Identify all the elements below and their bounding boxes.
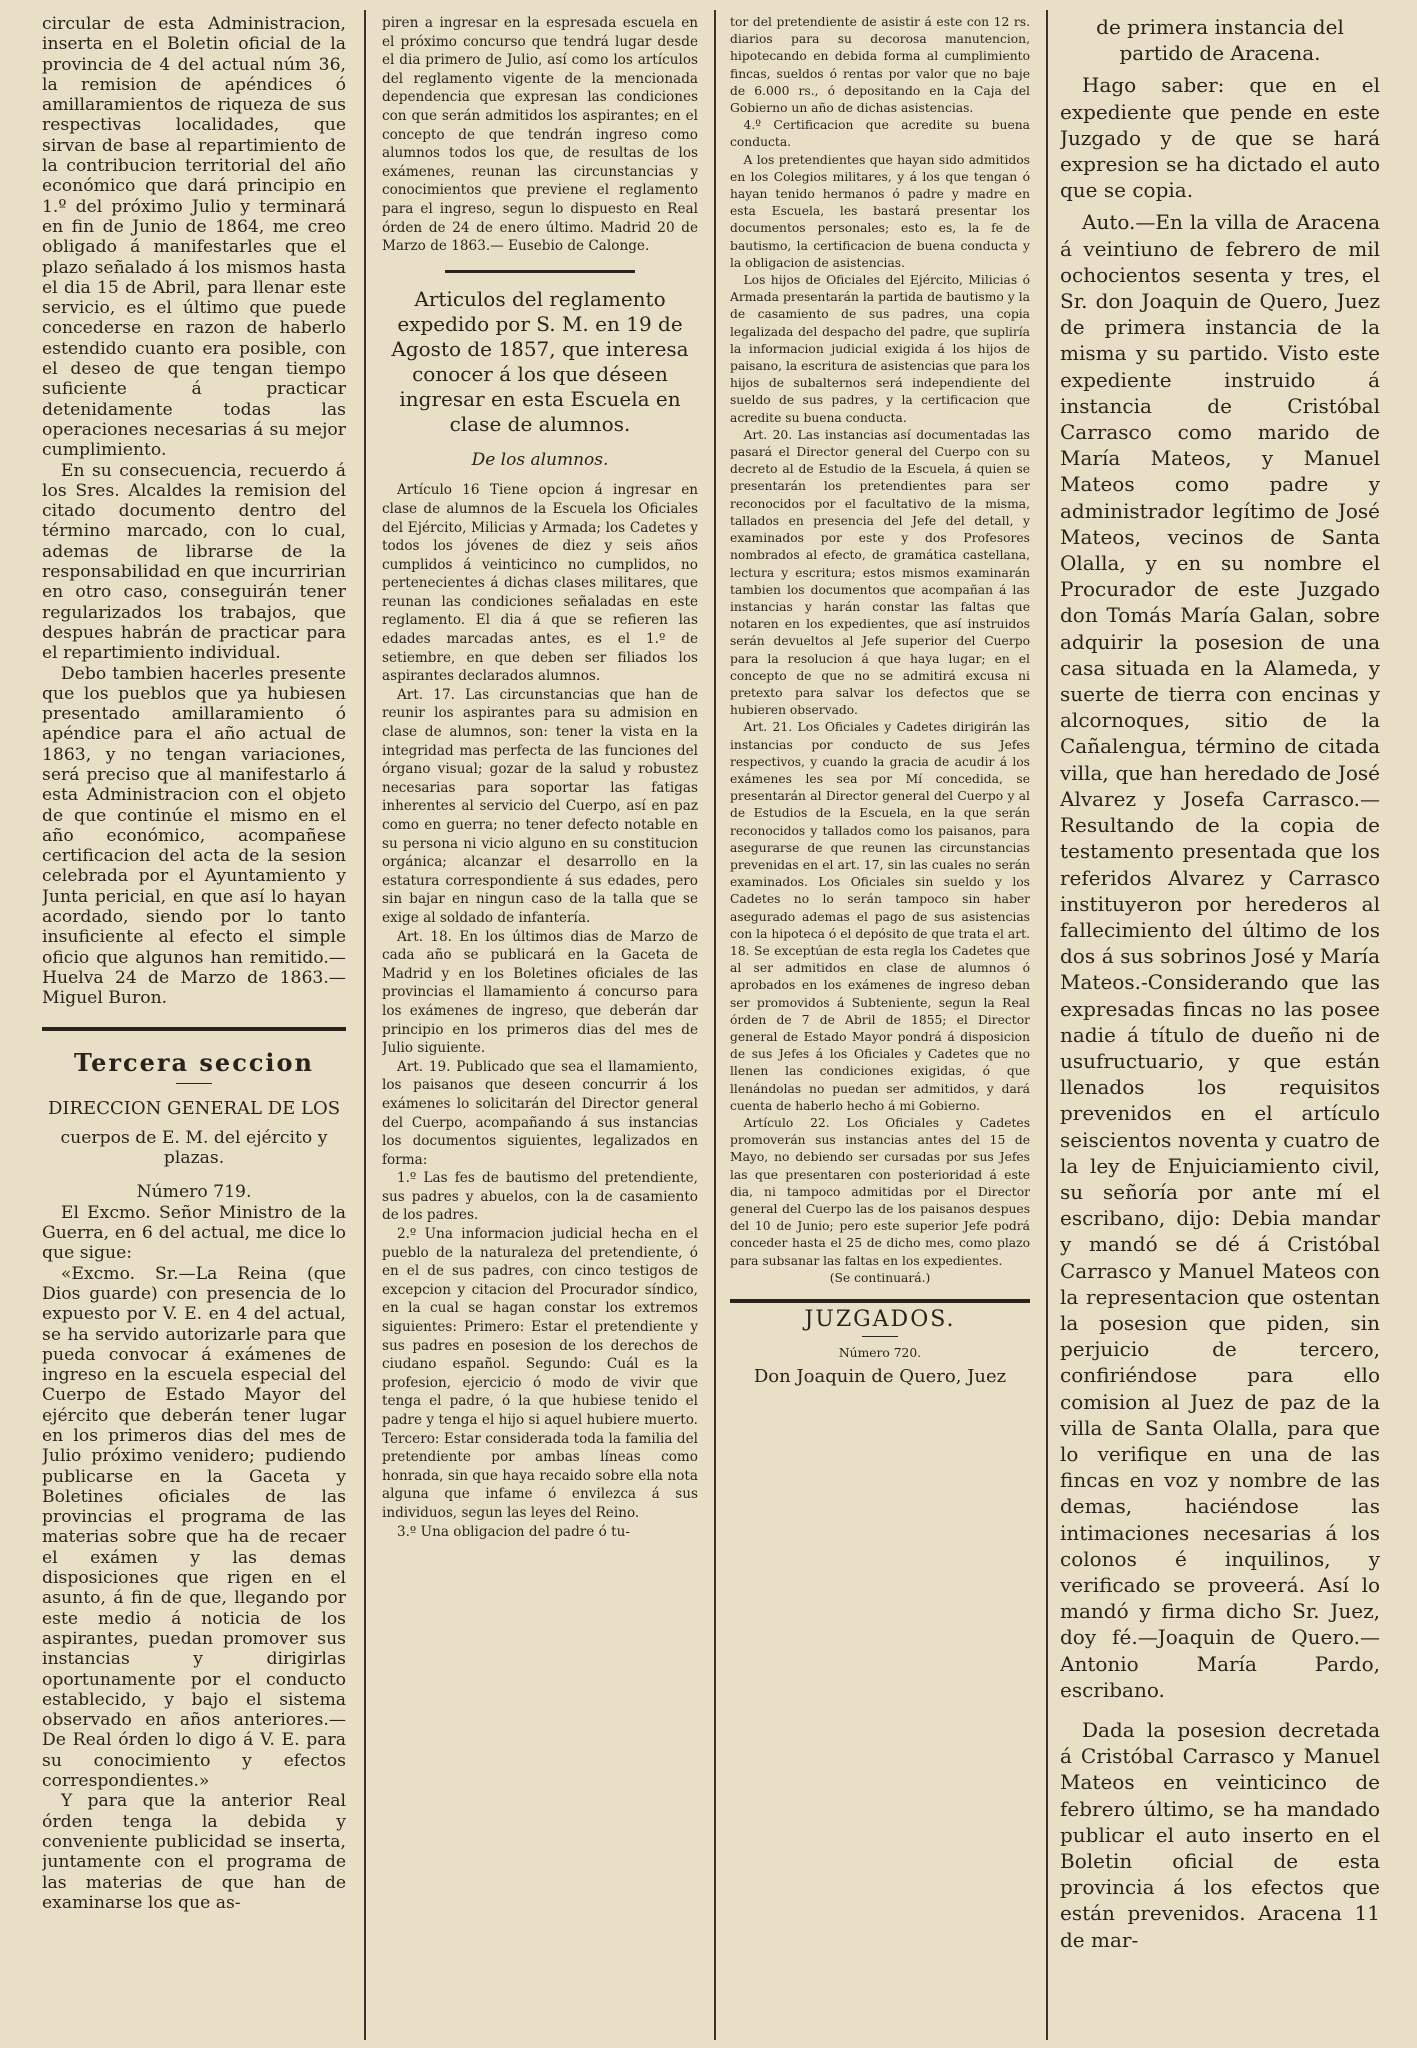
section-rule	[42, 1027, 346, 1031]
article-17: Art. 17. Las circunstancias que han de reunir los aspirantes para su admision en clase de alumnos, son: tener la vista en la integridad mas perfecta de las funciones del órgano visual; gozar de la salud y robustez necesarias para soportar las fatigas inherentes al servicio del Cuerpo, así en paz como en guerra; no tener defecto notable en su persona ni vicio alguno en su constitucion orgánica; alcanzar el desarrollo en la estatura correspondiente á sus edades, pero sin bajar en ningun caso de la talla que se exige al soldado de infantería.	[382, 686, 698, 926]
paragraph: A los pretendientes que hayan sido admitidos en los Colegios militares, y á los que tengan ó hayan tenido hermanos ó padre y madre en esta Escuela, les bastará presentar los documentos personales; esto es, la fe de bautismo, la certificacion de buena conducta y la obligacion de asistencias.	[730, 152, 1030, 270]
subheading: De los alumnos.	[471, 449, 609, 470]
short-rule	[176, 1083, 212, 1084]
paragraph: tor del pretendiente de asistir á este con 12 rs. diarios para su decorosa manutencion, hipotecando en debida forma al cumplimiento fincas, sueldos ó rentas por valor que no baje de 6.000 rs., ó depositando en la Caja del Gobierno un año de dichas asistencias.	[730, 15, 1030, 116]
paragraph: circular de esta Administracion, inserta en el Boletin oficial de la provincia de 4 del actual núm 36, la remision de apéndices ó amillaramientos de riqueza de sus respectivas localidades, que sirvan de base al repartimiento de la contribucion territorial del año económico que dará principio en 1.º del próximo Julio y terminará en fin de Junio de 1864, me creo obligado á manifestarles que el plazo señalado á los mismos hasta el dia 15 de Abril, para llenar este servicio, es el último que puede concederse en razon de haberlo estendido cuanto era posible, con el deseo de que tengan tiempo suficiente á practicar detenidamente todas las operaciones necesarias á su mejor cumplimiento.	[42, 14, 346, 461]
paragraph: piren a ingresar en la espresada escuela en el próximo concurso que tendrá lugar desde el dia primero de Julio, así como los artículos del reglamento vigente de la mencionada dependencia que expresan las condiciones con que serán admitidos los aspirantes; en el concepto de que tendrán ingreso como alumnos todos los que, de resultas de los exámenes, reunan las circunstancias y conocimientos que previene el reglamento para el ingreso, segun lo dispuesto en Real órden de 24 de enero último. Madrid 20 de Marzo de 1863.— Eusebio de Calonge.	[382, 15, 698, 255]
paragraph: Dada la posesion decretada á Cristóbal Carrasco y Manuel Mateos en veinticinco de febrero último, se ha mandado publicar el auto inserto en el Boletin oficial de esta provincia á los efectos que están prevenidos. Aracena 11 de mar-	[1060, 1718, 1380, 1952]
document-number: Número 720.	[838, 1346, 922, 1361]
list-item: 4.º Certificacion que acredite su buena conducta.	[730, 118, 1030, 150]
paragraph: Los hijos de Oficiales del Ejército, Milicias ó Armada presentarán la partida de bautismo y la de casamiento de sus padres, una copia legalizada del despacho del padre, que supliría la informacion judicial exigida á los hijos de paisano, la escritura de asistencias que para los hijos de subalternos será independiente del sueldo de sus padres, y la certificacion que acredite su buena conducta.	[730, 273, 1030, 425]
paragraph: En su consecuencia, recuerdo á los Sres. Alcaldes la remision del citado documento dentro del término marcado, con lo cual, ademas de librarse de la responsabilidad en que incurririan en otro caso, conseguirán tener regularizados los trabajos, que despues habrán de practicar para el repartimiento individual.	[42, 460, 346, 664]
paragraph: El Excmo. Señor Ministro de la Guerra, en 6 del actual, me dice lo que sigue:	[42, 1202, 346, 1264]
list-item: 3.º Una obligacion del padre ó tu-	[396, 1523, 630, 1540]
paragraph: Auto.—En la villa de Aracena á veintiuno de febrero de mil ochocientos sesenta y tres, el Sr. don Joaquin de Quero, Juez de primera instancia de la misma y su partido. Visto este expediente instruido á instancia de Cristóbal Carrasco como marido de María Mateos, y Manuel Mateos como padre y administrador legítimo de José Mateos, vecinos de Santa Olalla, y en su nombre el Procurador de este Juzgado don Tomás María Galan, sobre adquirir la posesion de una casa situada en la Alameda, y suerte de tierra con encinas y alcornoques, sitio de la Cañalengua, término de citada villa, que han heredado de José Alvarez y Josefa Carrasco.—Resultando de la copia de testamento presentada que los referidos Alvarez y Carrasco instituyeron por herederos al fallecimiento del último de los dos á sus sobrinos José y María Mateos.-Considerando que las expresadas fincas no las posee nadie á título de dueño ni de usufructuario, y que están llenados los requisitos prevenidos en el artículo seiscientos noventa y cuatro de la ley de Enjuiciamiento civil, su señoría por ante mí el escribano, dijo: Debia mandar y mandó se dé á Cristóbal Carrasco y Manuel Mateos con la representacion que ostentan la posesion que piden, sin perjuicio de tercero, confiriéndose para ello comision al Juez de paz de la villa de Santa Olalla, para que lo verifique en una de las fincas en voz y nombre de las demas, haciéndose las intimaciones necesarias á los colonos é inquilinos, y verificado se proveerá. Así lo mandó y firma dicho Sr. Juez, doy fé.—Joaquin de Quero.—Antonio María Pardo, escribano.	[1060, 210, 1380, 1702]
column-divider	[1046, 10, 1048, 2040]
paragraph: Debo tambien hacerles presente que los pueblos que ya hubiesen presentado amillaramiento ó apéndice para el año actual de 1863, y no tengan variaciones, será preciso que al manifestarlo á esta Administracion con el objeto de que continúe el mismo en el año económico, acompañese certificacion del acta de la sesion celebrada por el Ayuntamiento y Junta pericial, en que así lo hayan acordado, siendo por lo tanto insuficiente al efecto el simple oficio que algunos han remitido.— Huelva 24 de Marzo de 1863.— Miguel Buron.	[42, 663, 346, 1009]
direccion-subheading: cuerpos de E. M. del ejército y plazas.	[60, 1127, 328, 1169]
article-19: Art. 19. Publicado que sea el llamamiento, los paisanos que deseen concurrir á los exámenes lo solicitarán del Director general del Cuerpo, acompañando á sus instancias los documentos siguientes, legalizados en forma:	[382, 1058, 698, 1168]
paragraph: de primera instancia del partido de Aracena.	[1096, 15, 1344, 66]
column-2	[382, 14, 698, 1541]
column-1	[42, 14, 346, 1913]
article-21: Art. 21. Los Oficiales y Cadetes dirigirán las instancias por conducto de sus Jefes respectivos, y cuando la gracia de acudir á los exámenes les sea por Mí concedida, se presentarán al Director general del Cuerpo y al de Estudios de la Escuela, en la que serán reconocidos y tallados como los paisanos, para asegurarse de que reunen las circunstancias prevenidas en el art. 17, sin las cuales no serán examinados. Los Oficiales sin sueldo y los Cadetes no lo serán tampoco sin haber asegurado ademas el pago de sus asistencias con la hipoteca ó el depósito de que trata el art. 18. Se exceptúan de esta regla los Cadetes que al ser admitidos en clase de alumnos ó aprobados en los exámenes de ingreso deban ser promovidos á Subteniente, segun la Real órden de 7 de Abril de 1855; el Director general de Estado Mayor pondrá á disposicion de sus Jefes á los Oficiales y Cadetes que no llenen las condiciones exigidas, ó que llenándolas no puedan ser admitidos, y dará cuenta de haberlo hecho á mi Gobierno.	[730, 720, 1030, 1113]
section-title: Tercera seccion	[73, 1047, 315, 1077]
direccion-heading: DIRECCION GENERAL DE LOS	[47, 1097, 341, 1119]
section-rule	[730, 1299, 1030, 1303]
judge-line: Don Joaquin de Quero, Juez	[753, 1366, 1007, 1388]
article-16: Artículo 16 Tiene opcion á ingresar en clase de alumnos de la Escuela los Oficiales del Ejército, Milicias y Armada; los Cadetes y todos los jóvenes de diez y seis años cumplidos á veinticinco no cumplidos, no pertenecientes á dichas clases militares, que reunan las condiciones señaladas en este reglamento. El dia á que se refieren las edades marcadas antes, es el 1.º de setiembre, en que deben ser filiados los aspirantes declarados alumnos.	[382, 482, 698, 685]
column-4	[1060, 14, 1380, 1953]
list-item: 2.º Una informacion judicial hecha en el pueblo de la naturaleza del pretendiente, ó en el de sus padres, con cinco testigos de excepcion y citacion del Procurador síndico, en la cual se hagan constar los extremos siguientes: Primero: Estar el pretendiente y sus padres en posesion de los derechos de ciudano español. Segundo: Cuál es la profesion, ejercicio ó modo de vivir que tenga el padre, ó la que hubiese tenido el padre y tenga el hijo si aquel hubiere muerto. Tercero: Estar considerada toda la familia del pretendiente por ambas líneas como honrada, sin que haya recaido sobre ella nota alguna que infame ó envilezca á sus individuos, segun las leyes del Reino.	[382, 1226, 698, 1521]
article-18: Art. 18. En los últimos dias de Marzo de cada año se publicará en la Gaceta de Madrid y en los Boletines oficiales de las provincias el llamamiento á concurso para los exámenes de ingreso, que deberán dar principio en los primeros dias del mes de Julio siguiente.	[382, 928, 698, 1057]
document-number: Número 719.	[136, 1182, 252, 1203]
article-22: Artículo 22. Los Oficiales y Cadetes promoverán sus instancias antes del 15 de Mayo, no debiendo ser cursadas por sus Jefes las que presentaren con posterioridad á este dia, ni tampoco admitidas por el Director general del Cuerpo las de los paisanos despues del 10 de Junio; pero este superior Jefe podrá conceder hasta el 25 de dicho mes, como plazo para subsanar las faltas en los expedientes.	[730, 1116, 1030, 1268]
article-20: Art. 20. Las instancias así documentadas las pasará el Director general del Cuerpo con su decreto al de Estudio de la Escuela, á quien se presentarán los pretendientes para ser reconocidos por el facultativo de la misma, tallados en presencia del Jefe del detall, y examinados por este y dos Profesores nombrados al efecto, de gramática castellana, lectura y escritura; estos mismos examinarán tambien los documentos que acompañan á las instancias y harán constar las faltas que notaren en los expedientes, que así instruidos serán devueltos al Jefe superior del Cuerpo para la resolucion á que haya lugar; en el concepto de que no se admitirá excusa ni pretexto para salvar los defectos que se hubieren observado.	[730, 427, 1030, 718]
column-divider	[714, 10, 716, 2040]
continuation-note: (Se continuará.)	[829, 1270, 931, 1285]
column-3	[730, 14, 1030, 1388]
articles-heading: Articulos del reglamento expedido por S. M. en 19 de Agosto de 1857, que interesa conocer á los que déseen ingresar en esta Escuela en clase de alumnos.	[391, 286, 689, 436]
rule	[445, 270, 635, 273]
paragraph: «Excmo. Sr.—La Reina (que Dios guarde) con presencia de lo expuesto por V. E. en 4 del actual, se ha servido autorizarle para que pueda convocar á exámenes de ingreso en la escuela especial del Cuerpo de Estado Mayor del ejército que deberán tener lugar en los primeros dias del mes de Julio próximo venidero; pudiendo publicarse en la Gaceta y Boletines oficiales de las provincias el programa de las materias sobre que ha de recaer el exámen y las demas disposiciones que rigen en el asunto, á fin de que, llegando por este medio á noticia de los aspirantes, puedan promover sus instancias y dirigirlas oportunamente por el conducto establecido, y bajo el sistema observado en años anteriores.—De Real órden lo digo á V. E. para su conocimiento y efectos correspondientes.»	[42, 1263, 346, 1792]
column-divider	[364, 10, 366, 2040]
paragraph: Hago saber: que en el expediente que pende en este Juzgado y de que se hará expresion se ha dictado el auto que se copia.	[1060, 73, 1380, 203]
short-rule	[862, 1336, 898, 1337]
juzgados-heading: JUZGADOS.	[804, 1307, 956, 1333]
paragraph: Y para que la anterior Real órden tenga la debida y conveniente publicidad se inserta, juntamente con el programa de las materias de que han de examinarse los que as-	[42, 1791, 346, 1913]
list-item: 1.º Las fes de bautismo del pretendiente, sus padres y abuelos, con la de casamiento de los padres.	[382, 1170, 698, 1224]
